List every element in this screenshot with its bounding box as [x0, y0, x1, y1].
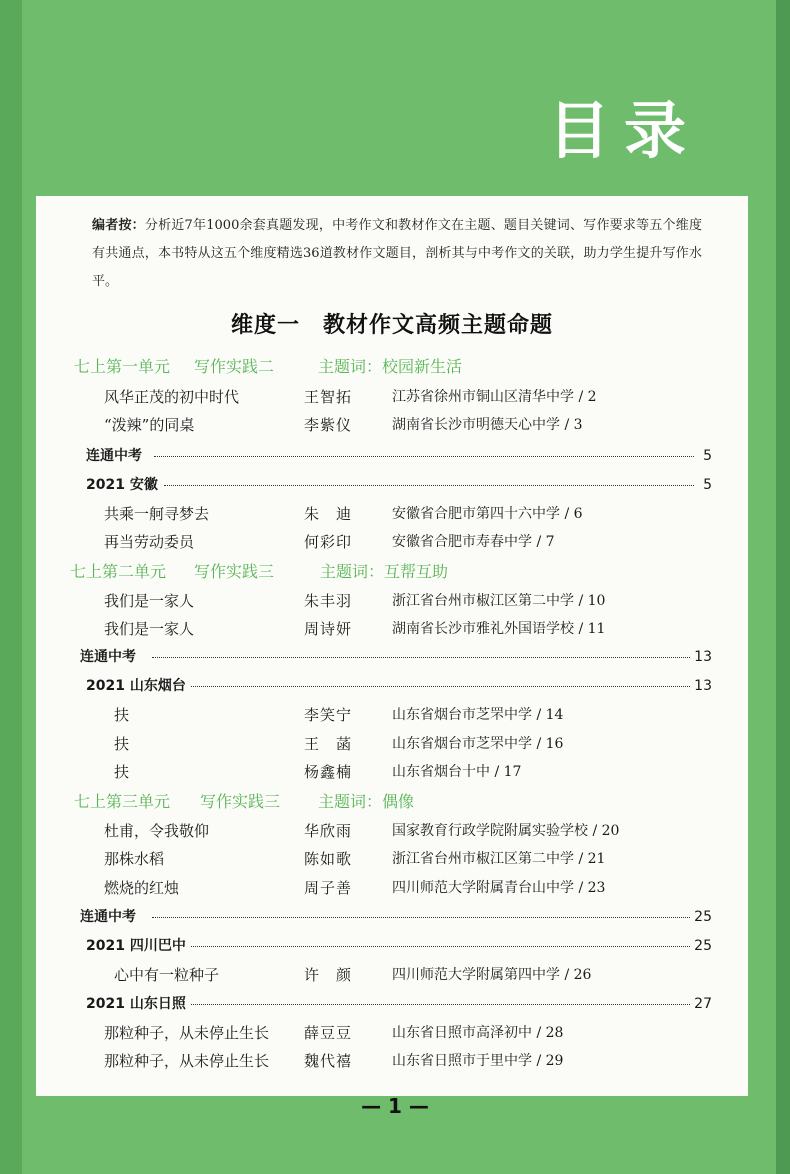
unit-heading[interactable]: [36, 354, 748, 380]
entry-title: 那粒种子，从未停止生长: [104, 1052, 270, 1070]
toc-link-row[interactable]: [36, 443, 748, 469]
unit-keyword: 主题词：校园新生活: [318, 357, 463, 376]
exam-page: 25: [690, 933, 712, 959]
exam-label: 2021 山东日照: [86, 991, 190, 1017]
page-number: — 1 —: [361, 1094, 429, 1118]
entry-author: 杨鑫楠: [304, 763, 353, 781]
entry-author: 朱丰羽: [304, 592, 353, 610]
unit-heading[interactable]: [36, 789, 748, 815]
entry-school-page: 安徽省合肥市寿春中学 / 7: [392, 534, 555, 550]
toc-entry[interactable]: [36, 529, 748, 555]
toc-entry[interactable]: [36, 384, 748, 410]
unit-practice: 写作实践三: [194, 562, 275, 581]
toc-entry[interactable]: [36, 501, 748, 527]
toc-entry[interactable]: [36, 818, 748, 844]
entry-author: 王智拓: [304, 388, 353, 406]
toc-entry[interactable]: [36, 1020, 748, 1046]
link-page: 5: [699, 443, 712, 469]
entry-school-page: 山东省烟台十中 / 17: [392, 764, 522, 780]
entry-school-page: 山东省烟台市芝罘中学 / 14: [392, 707, 564, 723]
entry-school-page: 山东省烟台市芝罘中学 / 16: [392, 736, 564, 752]
entry-title: 杜甫，令我敬仰: [104, 822, 210, 840]
entry-title: “泼辣”的同桌: [104, 416, 195, 434]
unit-practice: 写作实践三: [200, 792, 281, 811]
entry-school-page: 国家教育行政学院附属实验学校 / 20: [392, 823, 620, 839]
cover-right-edge: [776, 0, 790, 1174]
toc-exam-row[interactable]: [36, 933, 748, 959]
exam-label: 2021 安徽: [86, 472, 162, 498]
exam-label: 2021 山东烟台: [86, 673, 190, 699]
toc-entry[interactable]: [36, 731, 748, 757]
toc-entry[interactable]: [36, 846, 748, 872]
entry-author: 李笑宁: [304, 706, 353, 724]
entry-author: 何彩印: [304, 533, 353, 551]
dot-leader: [186, 1004, 694, 1005]
entry-school-page: 浙江省台州市椒江区第二中学 / 21: [392, 851, 606, 867]
entry-title: 扶: [114, 735, 130, 753]
toc-exam-row[interactable]: [36, 472, 748, 498]
unit-keyword: 主题词：偶像: [318, 792, 415, 811]
toc-exam-row[interactable]: [36, 991, 748, 1017]
dot-leader: [154, 456, 694, 457]
toc-exam-row[interactable]: [36, 673, 748, 699]
dot-leader: [186, 946, 694, 947]
entry-title: 那株水稻: [104, 850, 165, 868]
unit-name: 七上第二单元: [70, 562, 167, 581]
dimension-title: 维度一 教材作文高频主题命题: [230, 313, 553, 338]
link-page: 25: [690, 904, 712, 930]
dot-leader: [164, 485, 694, 486]
entry-title: 心中有一粒种子: [114, 966, 220, 984]
entry-author: 许 颜: [304, 966, 353, 984]
entry-school-page: 四川师范大学附属第四中学 / 26: [392, 967, 592, 983]
entry-author: 李紫仪: [304, 416, 353, 434]
unit-heading[interactable]: [36, 559, 748, 585]
toc-entry[interactable]: [36, 616, 748, 642]
exam-page: 27: [690, 991, 712, 1017]
toc-entry[interactable]: [36, 412, 748, 438]
entry-school-page: 四川师范大学附属青台山中学 / 23: [392, 880, 606, 896]
dot-leader: [186, 686, 694, 687]
exam-page: 5: [699, 472, 712, 498]
link-label: 连通中考: [80, 904, 140, 930]
entry-title: 那粒种子，从未停止生长: [104, 1024, 270, 1042]
toc-entry[interactable]: [36, 875, 748, 901]
entry-title: 共乘一舸寻梦去: [104, 505, 210, 523]
link-page: 13: [690, 644, 712, 670]
entry-title: 扶: [114, 706, 130, 724]
entry-author: 魏代禧: [304, 1052, 353, 1070]
entry-school-page: 浙江省台州市椒江区第二中学 / 10: [392, 593, 606, 609]
entry-title: 再当劳动委员: [104, 533, 195, 551]
exam-label: 2021 四川巴中: [86, 933, 190, 959]
entry-author: 朱 迪: [304, 505, 353, 523]
editor-note: [92, 212, 702, 296]
dot-leader: [152, 917, 694, 918]
link-label: 连通中考: [86, 443, 146, 469]
dot-leader: [152, 657, 694, 658]
entry-school-page: 山东省日照市于里中学 / 29: [392, 1053, 564, 1069]
editor-note-label: 编者按：: [92, 218, 145, 233]
entry-title: 我们是一家人: [104, 592, 195, 610]
entry-title: 风华正茂的初中时代: [104, 388, 240, 406]
entry-school-page: 湖南省长沙市明德天心中学 / 3: [392, 417, 583, 433]
entry-school-page: 山东省日照市高泽初中 / 28: [392, 1025, 564, 1041]
unit-name: 七上第三单元: [74, 792, 171, 811]
unit-name: 七上第一单元: [74, 357, 171, 376]
toc-entry[interactable]: [36, 702, 748, 728]
unit-keyword: 主题词：互帮互助: [320, 562, 449, 581]
entry-author: 陈如歌: [304, 850, 353, 868]
unit-practice: 写作实践二: [194, 357, 275, 376]
toc-entry[interactable]: [36, 962, 748, 988]
toc-entry[interactable]: [36, 759, 748, 785]
entry-school-page: 湖南省长沙市雅礼外国语学校 / 11: [392, 621, 606, 637]
entry-school-page: 安徽省合肥市第四十六中学 / 6: [392, 506, 583, 522]
entry-author: 华欣雨: [304, 822, 353, 840]
toc-entry[interactable]: [36, 1048, 748, 1074]
entry-author: 薛豆豆: [304, 1024, 353, 1042]
cover-left-edge: [0, 0, 22, 1174]
entry-title: 燃烧的红烛: [104, 879, 180, 897]
entry-author: 周诗妍: [304, 620, 353, 638]
toc-entry[interactable]: [36, 588, 748, 614]
exam-page: 13: [690, 673, 712, 699]
entry-school-page: 江苏省徐州市铜山区清华中学 / 2: [392, 389, 597, 405]
page-title: 目录: [548, 94, 701, 167]
entry-title: 扶: [114, 763, 130, 781]
editor-note-text: 分析近7年1000余套真题发现，中考作文和教材作文在主题、题目关键词、写作要求等五个维度有共通点，本书特从这五个维度精选36道教材作文题目，剖析其与中考作文的关联，助力学生提升写作水平。: [92, 218, 702, 289]
toc-link-row[interactable]: [36, 644, 748, 670]
contents-page: [36, 196, 748, 1096]
entry-author: 王 菡: [304, 735, 353, 753]
link-label: 连通中考: [80, 644, 140, 670]
entry-title: 我们是一家人: [104, 620, 195, 638]
toc-link-row[interactable]: [36, 904, 748, 930]
entry-author: 周子善: [304, 879, 353, 897]
